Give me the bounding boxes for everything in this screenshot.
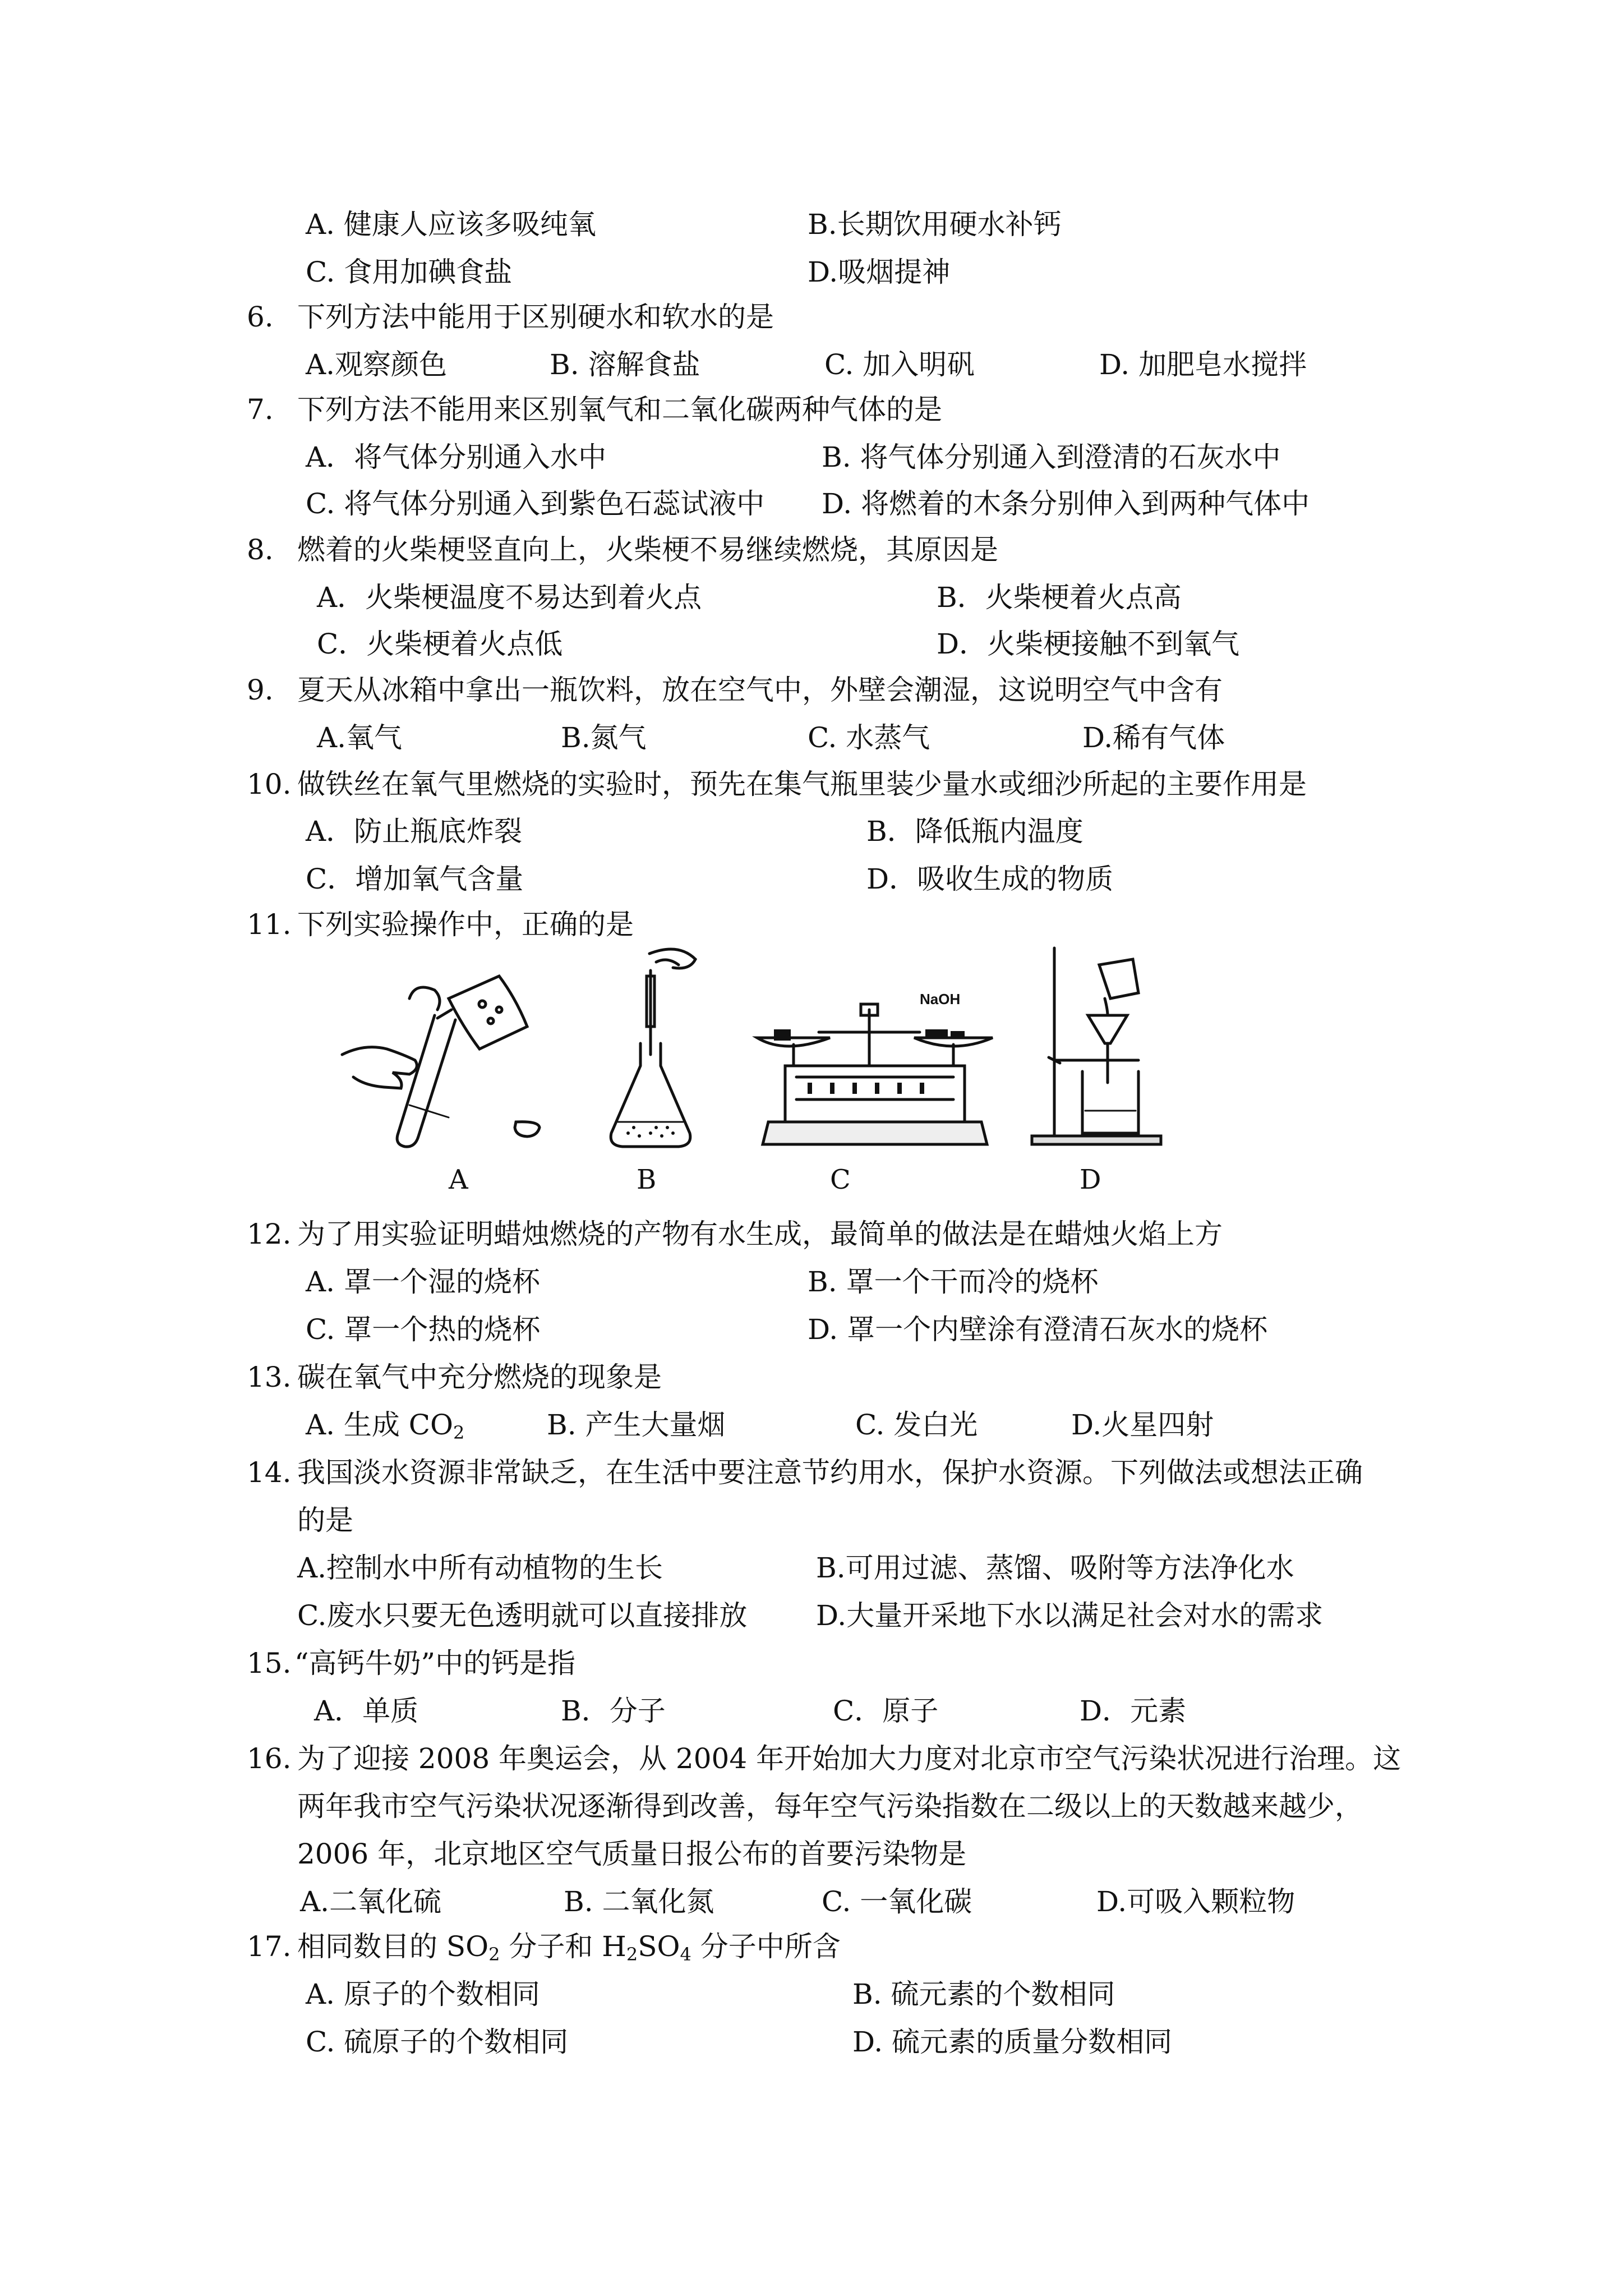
q7-stem: 下列方法不能用来区别氧气和二氧化碳两种气体的是 [297, 393, 942, 426]
q12-number: 12. [247, 1218, 292, 1250]
q8-option-c: C．火柴梗着火点低 [317, 628, 563, 660]
q8-option-a: A．火柴梗温度不易达到着火点 [317, 581, 702, 614]
q17-option-d: D. 硫元素的质量分数相同 [852, 2026, 1173, 2058]
q14-number: 14. [247, 1456, 292, 1489]
q8-option-d: D．火柴梗接触不到氧气 [937, 628, 1240, 660]
q15-option-d: D．元素 [1080, 1695, 1187, 1727]
q9-option-a: A.氧气 [317, 721, 403, 754]
q16-stem-line3: 2006 年，北京地区空气质量日报公布的首要污染物是 [297, 1838, 967, 1870]
figure-b-flask-dropper [594, 942, 707, 1156]
q9-option-c: C. 水蒸气 [808, 721, 930, 754]
q7-option-d: D. 将燃着的木条分别伸入到两种气体中 [822, 487, 1310, 520]
q11-stem: 下列实验操作中，正确的是 [297, 908, 634, 941]
q16-option-a: A.二氧化硫 [300, 1885, 442, 1918]
q17-option-a: A. 原子的个数相同 [306, 1978, 540, 2010]
q15-option-c: C．原子 [833, 1695, 939, 1727]
q14-option-d: D.大量开采地下水以满足社会对水的需求 [816, 1599, 1324, 1632]
q7-option-a: A．将气体分别通入水中 [306, 441, 607, 473]
figure-c-label: C [830, 1164, 851, 1195]
q11-number: 11. [247, 908, 292, 941]
q8-option-b: B．火柴梗着火点高 [937, 581, 1182, 614]
q5-option-a: A. 健康人应该多吸纯氧 [306, 208, 596, 241]
q12-option-b: B. 罩一个干而冷的烧杯 [808, 1266, 1099, 1298]
figure-a-label: A [449, 1164, 468, 1195]
q12-stem: 为了用实验证明蜡烛燃烧的产物有水生成，最简单的做法是在蜡烛火焰上方 [297, 1218, 1223, 1250]
q6-option-c: C. 加入明矾 [824, 348, 975, 381]
q9-option-b: B.氮气 [561, 721, 647, 754]
q9-number: 9. [247, 674, 274, 706]
q13-option-a [306, 1408, 464, 1442]
figure-a-pouring-liquid [331, 965, 555, 1150]
q12-option-d: D. 罩一个内壁涂有澄清石灰水的烧杯 [808, 1313, 1268, 1346]
q10-option-a: A．防止瓶底炸裂 [306, 815, 523, 848]
q5-option-b: B.长期饮用硬水补钙 [808, 208, 1062, 241]
q5-option-c: C. 食用加碘食盐 [306, 256, 513, 288]
q15-stem: “高钙牛奶”中的钙是指 [294, 1647, 576, 1680]
q6-option-a: A.观察颜色 [306, 348, 448, 381]
naoh-label: NaOH [920, 993, 961, 1007]
q17-stem-part3: SO [638, 1930, 680, 1963]
q7-number: 7. [247, 393, 274, 426]
q13-option-d: D.火星四射 [1071, 1409, 1214, 1441]
figure-b-label: B [637, 1164, 657, 1195]
q17-stem-part4: 分子中所含 [691, 1930, 841, 1963]
q16-stem-line2: 两年我市空气污染状况逐渐得到改善，每年空气污染指数在二级以上的天数越来越少， [297, 1790, 1363, 1823]
q14-option-c: C.废水只要无色透明就可以直接排放 [297, 1599, 748, 1632]
q6-stem: 下列方法中能用于区别硬水和软水的是 [297, 301, 774, 333]
q16-option-c: C. 一氧化碳 [822, 1885, 972, 1918]
q17-option-c: C. 硫原子的个数相同 [306, 2026, 569, 2058]
q10-number: 10. [247, 768, 292, 800]
figure-c-balance [751, 993, 998, 1150]
q14-option-b: B.可用过滤、蒸馏、吸附等方法净化水 [816, 1552, 1294, 1584]
q17-number: 17. [247, 1930, 292, 1963]
q10-option-c: C．增加氧气含量 [306, 863, 524, 895]
q15-option-b: B．分子 [561, 1695, 666, 1727]
q14-stem-line1: 我国淡水资源非常缺乏，在生活中要注意节约用水，保护水资源。下列做法或想法正确 [297, 1456, 1363, 1489]
q17-sub1: 2 [488, 1944, 500, 1965]
q16-option-b: B. 二氧化氮 [564, 1885, 714, 1918]
q13-number: 13. [247, 1361, 292, 1393]
q13-option-b: B. 产生大量烟 [547, 1409, 726, 1441]
q6-option-d: D. 加肥皂水搅拌 [1099, 348, 1307, 381]
q16-number: 16. [247, 1742, 292, 1775]
q5-option-d: D.吸烟提神 [808, 256, 951, 288]
q13-option-a-text: A. 生成 CO [306, 1409, 454, 1441]
q6-number: 6. [247, 301, 274, 333]
q8-number: 8. [247, 533, 274, 566]
q10-option-b: B．降低瓶内温度 [866, 815, 1083, 848]
figure-d-filtration [1026, 942, 1172, 1156]
q16-stem-line1: 为了迎接 2008 年奥运会，从 2004 年开始加大力度对北京市空气污染状况进行治理。这 [297, 1742, 1401, 1775]
q7-option-b: B. 将气体分别通入到澄清的石灰水中 [822, 441, 1281, 473]
q15-number: 15. [247, 1647, 292, 1680]
q9-option-d: D.稀有气体 [1082, 721, 1225, 754]
q16-option-d: D.可吸入颗粒物 [1096, 1885, 1295, 1918]
q14-option-a: A.控制水中所有动植物的生长 [297, 1552, 663, 1584]
q7-option-c: C. 将气体分别通入到紫色石蕊试液中 [306, 487, 765, 520]
q17-option-b: B. 硫元素的个数相同 [852, 1978, 1115, 2010]
q17-stem [297, 1930, 841, 1963]
q9-stem: 夏天从冰箱中拿出一瓶饮料，放在空气中，外壁会潮湿，这说明空气中含有 [297, 674, 1223, 706]
q17-sub3: 4 [680, 1944, 691, 1965]
q10-option-d: D．吸收生成的物质 [866, 863, 1114, 895]
q17-stem-part2: 分子和 H [500, 1930, 626, 1963]
q12-option-c: C. 罩一个热的烧杯 [306, 1313, 541, 1346]
figure-d-label: D [1080, 1164, 1101, 1195]
q17-sub2: 2 [626, 1944, 638, 1965]
q6-option-b: B. 溶解食盐 [550, 348, 700, 381]
q10-stem: 做铁丝在氧气里燃烧的实验时，预先在集气瓶里装少量水或细沙所起的主要作用是 [297, 768, 1307, 800]
q13-stem: 碳在氧气中充分燃烧的现象是 [297, 1361, 662, 1393]
q8-stem: 燃着的火柴梗竖直向上，火柴梗不易继续燃烧，其原因是 [297, 533, 998, 566]
q13-option-c: C. 发白光 [855, 1409, 978, 1441]
q15-option-a: A．单质 [314, 1695, 419, 1727]
q12-option-a: A. 罩一个湿的烧杯 [306, 1266, 540, 1298]
q13-option-a-subscript: 2 [453, 1422, 465, 1443]
q17-stem-part1: 相同数目的 SO [297, 1930, 489, 1963]
q14-stem-line2: 的是 [297, 1504, 353, 1536]
